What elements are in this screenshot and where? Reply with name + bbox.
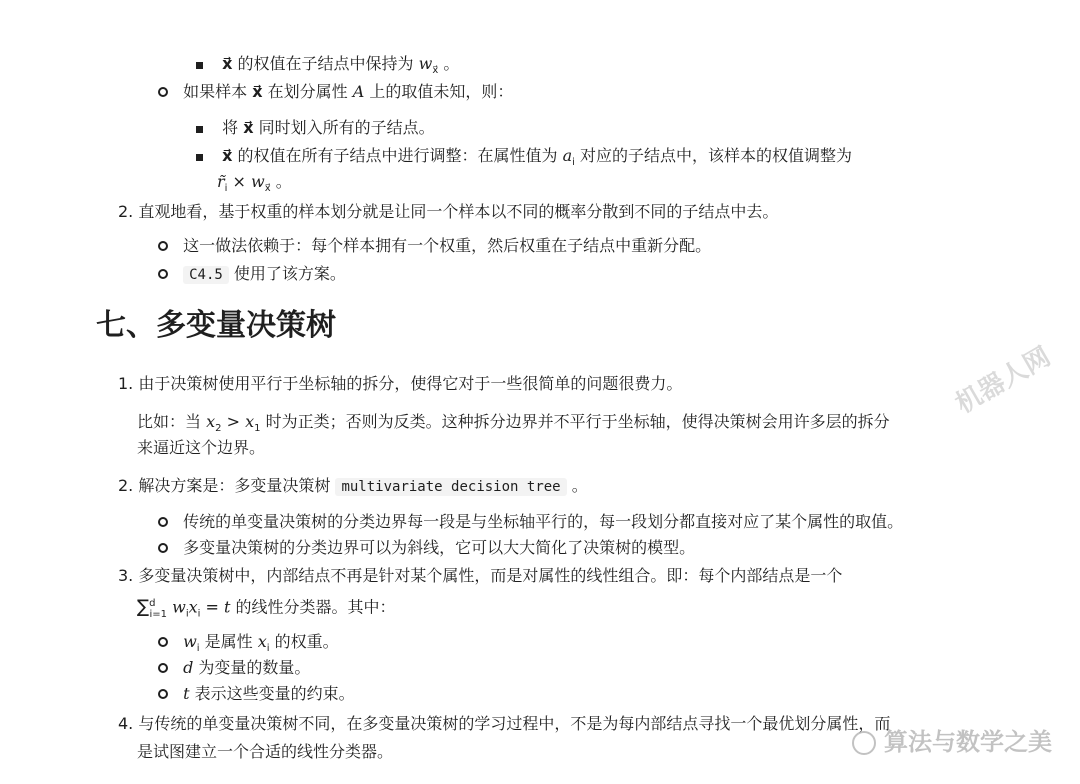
line-text: 与传统的单变量决策树不同，在多变量决策树的学习过程中，不是为每内部结点寻找一个最优划分属性，而 (133, 714, 891, 733)
sum-symbol: ∑ (137, 596, 150, 618)
line-text: 这一做法依赖于：每个样本拥有一个权重，然后权重在子结点中重新分配。 (183, 236, 712, 255)
list-item (158, 510, 903, 534)
paragraph-line: 是试图建立一个合适的线性分类器。 (137, 742, 394, 761)
math-w: w (418, 54, 433, 73)
math-sub: x⃗ (432, 65, 439, 77)
line-text: 是属性 (199, 632, 258, 651)
watermark-bottom (852, 722, 1052, 757)
wechat-icon (852, 731, 876, 755)
bullet-circle-icon (158, 241, 168, 251)
bullet-circle-icon (158, 637, 168, 647)
line-text: 多变量决策树的分类边界可以为斜线，它可以大大简化了决策树的模型。 (183, 538, 696, 557)
line-end: 。 (270, 172, 292, 191)
math-x: x (257, 632, 267, 651)
list-item (196, 144, 852, 175)
line-text: 的权值在子结点中保持为 (232, 54, 419, 73)
sum-upper: d (149, 598, 156, 609)
math-sub: i (572, 157, 575, 169)
math-sub: i (224, 183, 228, 195)
line-text: 由于决策树使用平行于坐标轴的拆分，使得它对于一些很简单的问题很费力。 (133, 374, 683, 393)
bullet-circle-icon (158, 689, 168, 699)
vector-x: x⃗ (222, 146, 233, 165)
list-item (118, 372, 682, 396)
bullet-circle-icon (158, 517, 168, 527)
list-item (118, 200, 778, 224)
list-number: 3. (118, 566, 134, 585)
math-w: w (251, 172, 265, 191)
math-t: t (183, 684, 190, 703)
math-r: r̃ (217, 172, 225, 191)
bullet-square-icon (196, 62, 203, 69)
math-x: x (206, 412, 216, 431)
formula-line (217, 170, 292, 201)
vector-x: x⃗ (243, 118, 254, 137)
line-text: 上的取值未知，则： (364, 82, 514, 101)
list-item (196, 116, 435, 140)
list-item (158, 536, 695, 560)
bullet-circle-icon (158, 543, 168, 553)
line-text: 表示这些变量的约束。 (189, 684, 355, 703)
math-sub: i (196, 643, 200, 655)
list-item (196, 52, 459, 83)
vector-x: x⃗ (252, 82, 263, 101)
bullet-square-icon (196, 154, 203, 161)
list-item (118, 564, 842, 588)
line-end: 。 (566, 476, 588, 495)
formula-line (137, 592, 396, 627)
line-text: 对应的子结点中，该样本的权值调整为 (574, 146, 853, 165)
section-heading: 七、多变量决策树 (96, 308, 336, 343)
line-text: 比如：当 (137, 412, 207, 431)
bullet-circle-icon (158, 269, 168, 279)
line-text: 传统的单变量决策树的分类边界每一段是与坐标轴平行的，每一段划分都直接对应了某个属性的取值。 (183, 512, 904, 531)
list-number: 2. (118, 476, 134, 495)
math-sub: i (266, 643, 270, 655)
line-text: 的权重。 (269, 632, 339, 651)
list-number: 1. (118, 374, 134, 393)
list-item (158, 262, 346, 287)
line-text: 解决方案是：多变量决策树 (133, 476, 336, 495)
math-w: w (183, 632, 197, 651)
line-text: 在划分属性 (262, 82, 353, 101)
line-text: 直观地看，基于权重的样本划分就是让同一个样本以不同的概率分散到不同的子结点中去。 (133, 202, 779, 221)
line-text: 时为正类；否则为反类。这种拆分边界并不平行于坐标轴，使得决策树会用许多层的拆分 (260, 412, 890, 431)
list-item (158, 656, 310, 680)
line-text: 的线性分类器。其中： (230, 597, 396, 617)
bullet-circle-icon (158, 87, 168, 97)
watermark-text: 算法与数学之美 (884, 728, 1052, 756)
list-item (118, 712, 890, 736)
math-w: w (172, 597, 186, 617)
inline-code: C4.5 (183, 266, 229, 284)
math-t: t (224, 597, 231, 617)
line-text: 为变量的数量。 (193, 658, 311, 677)
list-item (158, 234, 711, 258)
math-sub: 2 (215, 423, 222, 435)
line-text: 同时划入所有的子结点。 (253, 118, 435, 137)
sum-lower: i=1 (149, 608, 168, 620)
list-item (158, 80, 513, 104)
math-sub: 1 (254, 423, 261, 435)
paragraph-line: 来逼近这个边界。 (137, 438, 266, 457)
list-item (118, 474, 588, 499)
line-end: 。 (438, 54, 460, 73)
math-a: a (562, 146, 573, 165)
bullet-square-icon (196, 126, 203, 133)
math-A: A (352, 82, 365, 101)
math-sub: x⃗ (264, 183, 271, 195)
math-x: x (245, 412, 255, 431)
watermark-right: 机器人网 (950, 341, 1056, 420)
math-times: × (227, 172, 252, 191)
math-d: d (183, 658, 194, 677)
math-sub: i (185, 608, 189, 620)
list-item (158, 682, 355, 706)
bullet-circle-icon (158, 663, 168, 673)
line-text: 将 (222, 118, 244, 137)
math-gt: > (221, 412, 246, 431)
list-number: 2. (118, 202, 134, 221)
math-x: x (188, 597, 198, 617)
line-text: 多变量决策树中，内部结点不再是针对某个属性，而是对属性的线性组合。即：每个内部结点是一个 (133, 566, 843, 585)
math-eq: = (200, 597, 224, 617)
line-text: 的权值在所有子结点中进行调整：在属性值为 (232, 146, 563, 165)
inline-code: multivariate decision tree (335, 478, 566, 496)
math-sub: i (197, 608, 201, 620)
list-number: 4. (118, 714, 134, 733)
line-text: 使用了该方案。 (228, 264, 346, 283)
vector-x: x⃗ (222, 54, 233, 73)
line-text: 如果样本 (183, 82, 253, 101)
